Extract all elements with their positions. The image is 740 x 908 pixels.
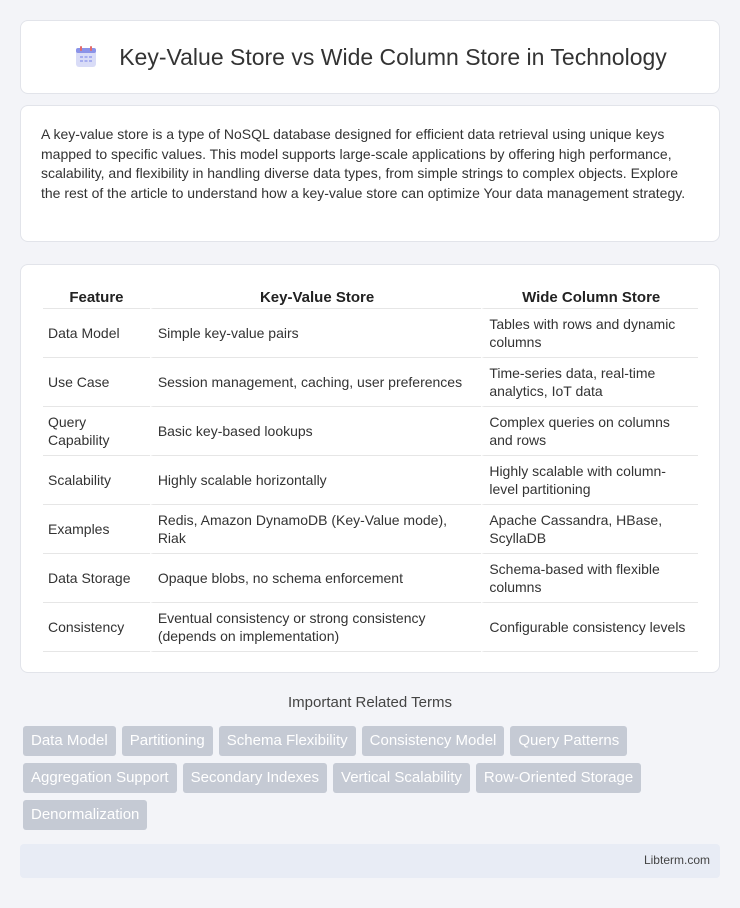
intro-paragraph: A key-value store is a type of NoSQL database designed for efficient data retrieval using unique keys mapped to specific values. This model supports large-scale applications by offering high performance, scalability, and flexibility in handling diverse data types, from simple strings to complex objects. Explore the rest of the article to understand how a key-value store can optimize Your data management strategy. (41, 126, 686, 201)
related-term-tag[interactable]: Denormalization (23, 800, 147, 830)
related-term-tag[interactable]: Data Model (23, 726, 116, 756)
page-title: Key-Value Store vs Wide Column Store in Technology (119, 43, 667, 70)
related-term-tag[interactable]: Schema Flexibility (219, 726, 356, 756)
comparison-table (43, 285, 698, 652)
table-row (43, 358, 698, 407)
related-term-tag[interactable]: Consistency Model (362, 726, 505, 756)
intro-card (20, 105, 720, 242)
table-header-row (43, 285, 698, 309)
feature-cell: Data Model (43, 309, 150, 358)
comparison-table-card (20, 264, 720, 673)
related-term-tag[interactable]: Query Patterns (510, 726, 627, 756)
header-wide-column-store: Wide Column Store (481, 285, 698, 309)
feature-cell: Scalability (43, 456, 150, 505)
feature-cell: Query Capability (43, 407, 150, 456)
wide-column-cell: Tables with rows and dynamic columns (481, 309, 698, 358)
key-value-cell: Session management, caching, user preferences (150, 358, 482, 407)
wide-column-cell: Highly scalable with column-level partitioning (481, 456, 698, 505)
wide-column-cell: Schema-based with flexible columns (481, 554, 698, 603)
wide-column-cell: Complex queries on columns and rows (481, 407, 698, 456)
key-value-cell: Eventual consistency or strong consistency (depends on implementation) (150, 603, 482, 652)
related-term-tag[interactable]: Row-Oriented Storage (476, 763, 641, 793)
header-feature: Feature (43, 285, 150, 309)
table-row (43, 309, 698, 358)
table-row (43, 456, 698, 505)
key-value-cell: Opaque blobs, no schema enforcement (150, 554, 482, 603)
feature-cell: Examples (43, 505, 150, 554)
table-row (43, 505, 698, 554)
footer-site-link[interactable]: Libterm.com (643, 853, 710, 867)
wide-column-cell: Configurable consistency levels (481, 603, 698, 652)
footer (20, 844, 720, 878)
related-term-tag[interactable]: Partitioning (122, 726, 213, 756)
key-value-cell: Basic key-based lookups (150, 407, 482, 456)
wide-column-cell: Time-series data, real-time analytics, IoT data (481, 358, 698, 407)
table-row (43, 407, 698, 456)
table-row (43, 554, 698, 603)
header-key-value-store: Key-Value Store (150, 285, 482, 309)
feature-cell: Use Case (43, 358, 150, 407)
key-value-cell: Simple key-value pairs (150, 309, 482, 358)
key-value-cell: Redis, Amazon DynamoDB (Key-Value mode), Riak (150, 505, 482, 554)
related-term-tag[interactable]: Vertical Scalability (333, 763, 470, 793)
related-terms-title: Important Related Terms (288, 694, 452, 711)
wide-column-cell: Apache Cassandra, HBase, ScyllaDB (481, 505, 698, 554)
header-card (20, 20, 720, 94)
feature-cell: Data Storage (43, 554, 150, 603)
table-row (43, 603, 698, 652)
feature-cell: Consistency (43, 603, 150, 652)
key-value-cell: Highly scalable horizontally (150, 456, 482, 505)
related-term-tag[interactable]: Aggregation Support (23, 763, 177, 793)
related-terms-list (23, 726, 713, 837)
related-term-tag[interactable]: Secondary Indexes (183, 763, 327, 793)
calendar-grid-icon (73, 44, 99, 70)
